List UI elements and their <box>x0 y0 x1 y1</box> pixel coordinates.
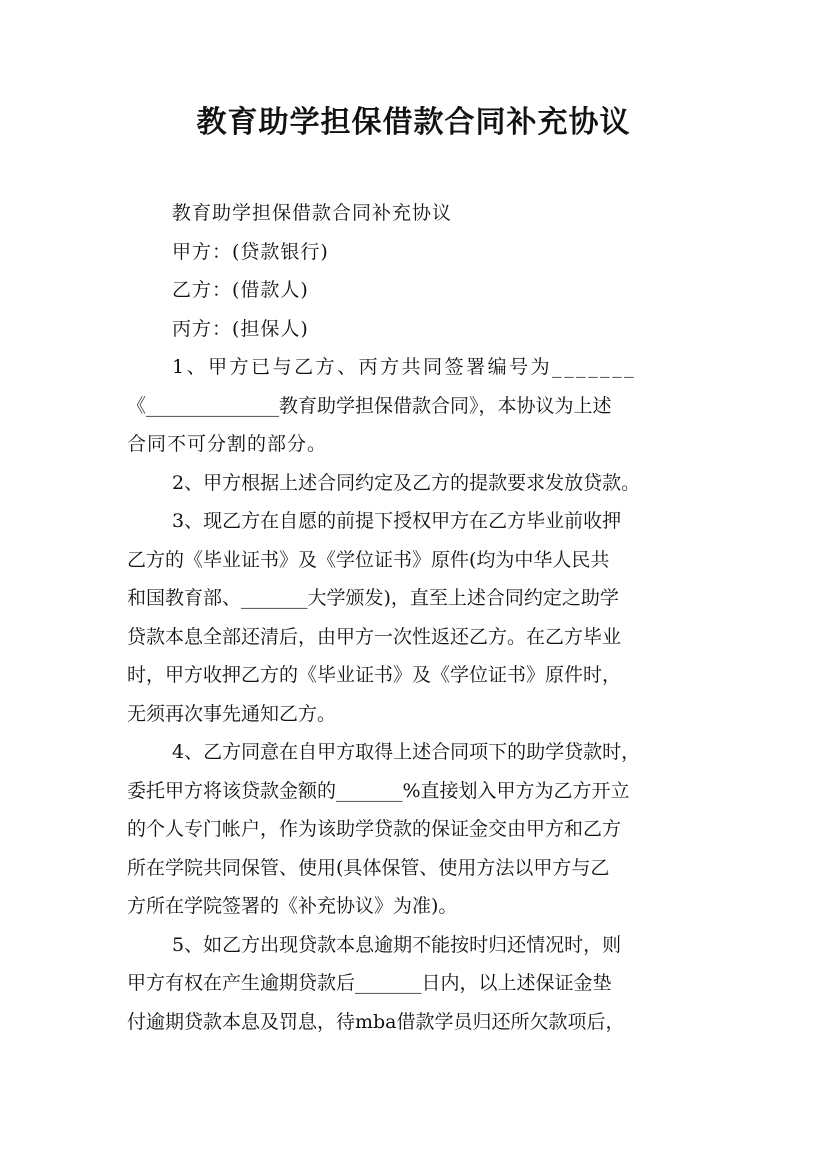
document-body <box>127 194 713 1041</box>
body-line: 教育助学担保借款合同补充协议 <box>172 202 453 224</box>
body-line: 委托甲方将该贷款金额的_______%直接划入甲方为乙方开立 <box>127 779 630 802</box>
body-line: 合同不可分割的部分。 <box>127 433 328 455</box>
body-line: 所在学院共同保管、使用(具体保管、使用方法以甲方与乙 <box>127 856 610 879</box>
body-line: 的个人专门帐户，作为该助学贷款的保证金交由甲方和乙方 <box>127 818 622 840</box>
body-line: 5、如乙方出现贷款本息逾期不能按时归还情况时，则 <box>172 933 622 956</box>
body-line: 无须再次事先通知乙方。 <box>127 702 337 725</box>
body-line: 2、甲方根据上述合同约定及乙方的提款要求发放贷款。 <box>172 471 641 494</box>
body-line: 丙方：(担保人) <box>172 317 309 340</box>
body-line: 1、甲方已与乙方、丙方共同签署编号为_______ <box>172 356 637 378</box>
body-line: 方所在学院签署的《补充协议》为准)。 <box>127 895 458 917</box>
document-title: 教育助学担保借款合同补充协议 <box>196 105 631 140</box>
body-line: 付逾期贷款本息及罚息，待mba借款学员归还所欠款项后， <box>127 1010 625 1033</box>
body-line: 3、现乙方在自愿的前提下授权甲方在乙方毕业前收押 <box>172 510 622 532</box>
body-line: 时，甲方收押乙方的《毕业证书》及《学位证书》原件时， <box>127 664 622 686</box>
body-line: 4、乙方同意在自甲方取得上述合同项下的助学贷款时， <box>172 741 641 763</box>
body-line: 乙方：(借款人) <box>172 279 309 301</box>
body-line: 《______________教育助学担保借款合同》，本协议为上述 <box>127 394 612 417</box>
body-line: 和国教育部、_______大学颁发)，直至上述合同约定之助学 <box>127 587 619 609</box>
body-line: 贷款本息全部还清后，由甲方一次性返还乙方。在乙方毕业 <box>127 625 622 648</box>
body-line: 乙方的《毕业证书》及《学位证书》原件(均为中华人民共 <box>127 548 610 571</box>
body-line: 甲方有权在产生逾期贷款后_______日内，以上述保证金垫 <box>127 972 612 994</box>
body-line: 甲方：(贷款银行) <box>172 240 329 263</box>
